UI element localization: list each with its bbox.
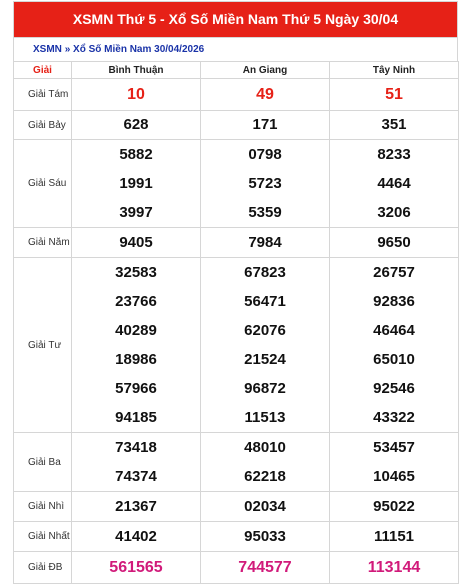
lottery-number: 11513 <box>244 409 286 426</box>
lottery-number: 74374 <box>115 468 157 485</box>
breadcrumb <box>13 37 458 61</box>
result-cell <box>72 258 201 433</box>
lottery-number: 10 <box>127 86 145 103</box>
result-cell <box>330 258 459 433</box>
result-cell <box>330 522 459 552</box>
lottery-number: 96872 <box>244 380 286 397</box>
prize-row-nhat <box>14 522 459 552</box>
lottery-number: 32583 <box>115 264 157 281</box>
breadcrumb-separator: » <box>64 44 71 55</box>
lottery-number: 53457 <box>373 439 415 456</box>
province-header-tay-ninh[interactable]: Tây Ninh <box>330 62 459 79</box>
lottery-number: 51 <box>385 86 403 103</box>
lottery-number: 0798 <box>248 146 282 163</box>
page-title: XSMN Thứ 5 - Xổ Số Miền Nam Thứ 5 Ngày 30/04 <box>13 1 458 37</box>
results-panel <box>13 1 458 584</box>
lottery-number: 1991 <box>119 175 153 192</box>
lottery-number: 62076 <box>244 322 286 339</box>
prize-label: Giải Sáu <box>14 140 72 228</box>
lottery-number: 49 <box>256 86 274 103</box>
lottery-number: 4464 <box>377 175 411 192</box>
lottery-number: 73418 <box>115 439 157 456</box>
results-table <box>13 61 459 584</box>
lottery-number: 94185 <box>115 409 157 426</box>
breadcrumb-current[interactable]: Xổ Số Miền Nam 30/04/2026 <box>73 44 205 55</box>
lottery-number: 744577 <box>238 559 292 576</box>
lottery-number: 5882 <box>119 146 153 163</box>
lottery-number: 21367 <box>115 498 157 515</box>
lottery-number: 628 <box>123 116 149 133</box>
lottery-number: 171 <box>252 116 278 133</box>
lottery-number: 11151 <box>373 528 415 545</box>
prize-column-header: Giải <box>14 62 72 79</box>
lottery-number: 92836 <box>373 293 415 310</box>
result-cell <box>201 433 330 492</box>
prize-row-bay <box>14 111 459 140</box>
lottery-number: 02034 <box>244 498 286 515</box>
lottery-number: 62218 <box>244 468 286 485</box>
prize-label: Giải Tư <box>14 258 72 433</box>
result-cell <box>201 552 330 584</box>
result-cell <box>201 492 330 522</box>
lottery-number: 40289 <box>115 322 157 339</box>
result-cell <box>72 111 201 140</box>
lottery-number: 48010 <box>244 439 286 456</box>
province-header-an-giang[interactable]: An Giang <box>201 62 330 79</box>
prize-row-sau <box>14 140 459 228</box>
lottery-number: 23766 <box>115 293 157 310</box>
breadcrumb-home-link[interactable]: XSMN <box>33 44 62 55</box>
result-cell <box>330 140 459 228</box>
prize-label: Giải Nhất <box>14 522 72 552</box>
result-cell <box>201 140 330 228</box>
result-cell <box>330 111 459 140</box>
table-header-row <box>14 62 459 79</box>
lottery-number: 10465 <box>373 468 415 485</box>
lottery-number: 7984 <box>248 234 282 251</box>
result-cell <box>72 140 201 228</box>
prize-row-nam <box>14 228 459 258</box>
result-cell <box>201 79 330 111</box>
result-cell <box>72 79 201 111</box>
lottery-number: 46464 <box>373 322 415 339</box>
lottery-number: 3997 <box>119 204 153 221</box>
lottery-number: 21524 <box>244 351 286 368</box>
lottery-number: 561565 <box>109 559 163 576</box>
lottery-number: 18986 <box>115 351 157 368</box>
lottery-number: 9650 <box>377 234 411 251</box>
result-cell <box>330 492 459 522</box>
result-cell <box>201 111 330 140</box>
lottery-number: 9405 <box>119 234 153 251</box>
result-cell <box>72 228 201 258</box>
lottery-number: 57966 <box>115 380 157 397</box>
result-cell <box>72 552 201 584</box>
result-cell <box>330 552 459 584</box>
result-cell <box>72 433 201 492</box>
prize-row-db <box>14 552 459 584</box>
lottery-number: 8233 <box>377 146 411 163</box>
lottery-number: 5723 <box>248 175 282 192</box>
prize-label: Giải Bảy <box>14 111 72 140</box>
result-cell <box>201 258 330 433</box>
prize-row-nhi <box>14 492 459 522</box>
result-cell <box>330 228 459 258</box>
lottery-number: 95022 <box>373 498 415 515</box>
lottery-number: 5359 <box>248 204 282 221</box>
prize-row-tu <box>14 258 459 433</box>
prize-label: Giải Ba <box>14 433 72 492</box>
result-cell <box>201 228 330 258</box>
province-header-binh-thuan[interactable]: Bình Thuận <box>72 62 201 79</box>
lottery-number: 26757 <box>373 264 415 281</box>
prize-label: Giải Tám <box>14 79 72 111</box>
prize-label: Giải ĐB <box>14 552 72 584</box>
lottery-number: 67823 <box>244 264 286 281</box>
result-cell <box>72 492 201 522</box>
lottery-number: 56471 <box>244 293 286 310</box>
lottery-number: 43322 <box>373 409 415 426</box>
prize-label: Giải Năm <box>14 228 72 258</box>
lottery-number: 113144 <box>367 559 421 576</box>
lottery-number: 351 <box>381 116 407 133</box>
lottery-number: 41402 <box>115 528 157 545</box>
prize-row-tam <box>14 79 459 111</box>
result-cell <box>72 522 201 552</box>
result-cell <box>330 433 459 492</box>
result-cell <box>201 522 330 552</box>
prize-row-ba <box>14 433 459 492</box>
lottery-number: 92546 <box>373 380 415 397</box>
lottery-number: 3206 <box>377 204 411 221</box>
prize-label: Giải Nhì <box>14 492 72 522</box>
lottery-number: 65010 <box>373 351 415 368</box>
result-cell <box>330 79 459 111</box>
lottery-number: 95033 <box>244 528 286 545</box>
